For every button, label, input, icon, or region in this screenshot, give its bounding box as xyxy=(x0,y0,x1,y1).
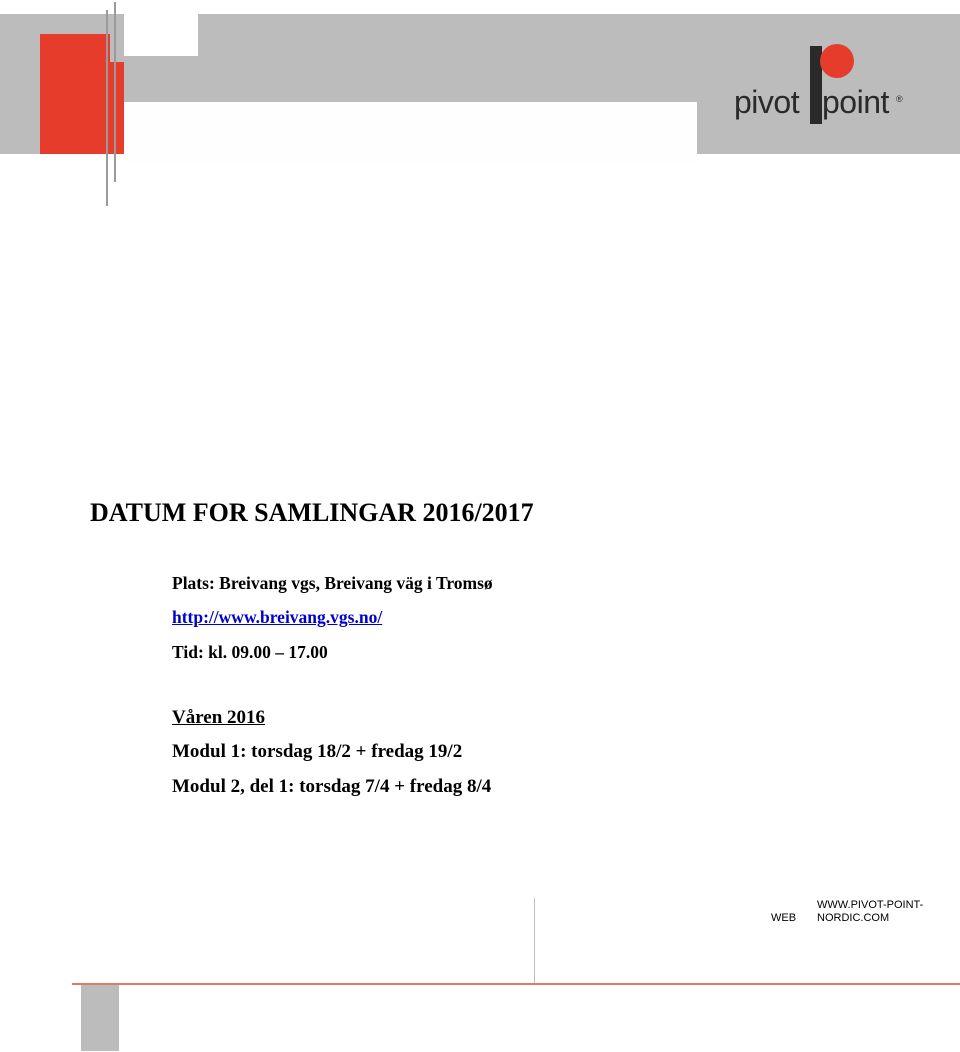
footer-divider xyxy=(534,898,535,984)
header-red-block xyxy=(40,34,110,154)
schedule-item: Modul 2, del 1: torsdag 7/4 + fredag 8/4 xyxy=(172,776,492,797)
logo-word-left: pivot xyxy=(734,84,800,120)
footer-url-line: NORDIC.COM xyxy=(817,912,890,924)
footer-web-url xyxy=(817,899,937,925)
header-divider-line xyxy=(114,2,116,182)
website-link[interactable]: http://www.breivang.vgs.no/ xyxy=(172,607,383,627)
header-red-strip xyxy=(110,62,124,154)
header-white-notch xyxy=(124,14,198,56)
website-link-wrap xyxy=(172,607,382,628)
logo-word-right: point xyxy=(822,84,889,120)
place-text: Plats: Breivang vgs, Breivang väg i Tromsø xyxy=(172,573,493,593)
page-title: DATUM FOR SAMLINGAR 2016/2017 xyxy=(90,498,534,527)
footer-red-line xyxy=(72,983,960,985)
footer-web-label: WEB xyxy=(771,912,797,924)
schedule-item: Modul 1: torsdag 18/2 + fredag 19/2 xyxy=(172,741,463,762)
time-text: Tid: kl. 09.00 – 17.00 xyxy=(172,642,328,662)
schedule-heading: Våren 2016 xyxy=(172,707,266,728)
footer-gray-block xyxy=(81,985,119,1051)
footer-url-line: WWW.PIVOT-POINT- xyxy=(817,899,924,911)
logo-trademark: ® xyxy=(896,94,903,104)
pivot-point-logo xyxy=(734,44,914,128)
header-white-panel xyxy=(124,102,697,164)
logo-dot xyxy=(820,44,854,78)
header-divider-line xyxy=(106,10,108,206)
